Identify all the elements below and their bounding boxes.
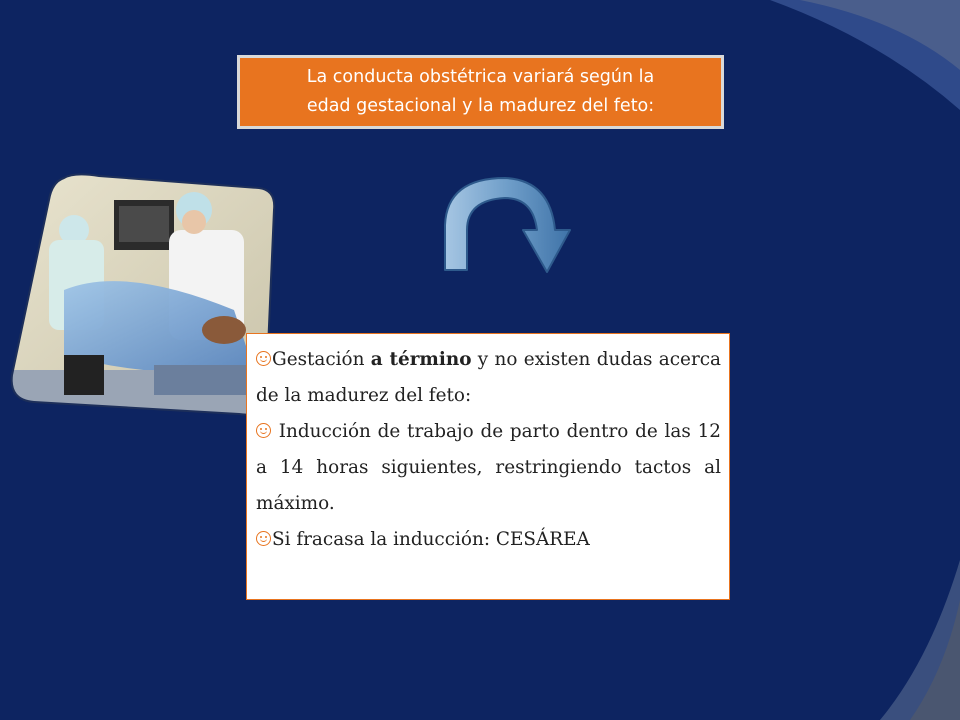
medical-exam-photo [4,170,284,420]
bullet-3 [256,522,721,558]
title-line-1: La conducta obstétrica variará según la [306,67,655,87]
smiley-bullet-icon [256,423,271,438]
bullet-3-text: Si fracasa la inducción: CESÁREA [272,529,590,550]
smiley-bullet-icon [256,351,271,366]
bullet-2 [256,414,721,522]
smiley-bullet-icon [256,531,271,546]
bullet-1-text-post: y no existen dudas acerca de la madurez del feto: [256,349,721,406]
bullet-1-text-bold: a término [370,349,472,370]
title-box [237,55,724,129]
bullet-1-text-pre: Gestación [272,349,371,370]
curved-arrow-down-icon [435,170,575,280]
content-text-box [246,333,730,600]
title-line-2: edad gestacional y la madurez del feto: [306,96,655,116]
bullet-2-text: Inducción de trabajo de parto dentro de las 12 a 14 horas siguientes, restringiendo tactos al máximo. [256,421,721,514]
bullet-1 [256,342,721,414]
